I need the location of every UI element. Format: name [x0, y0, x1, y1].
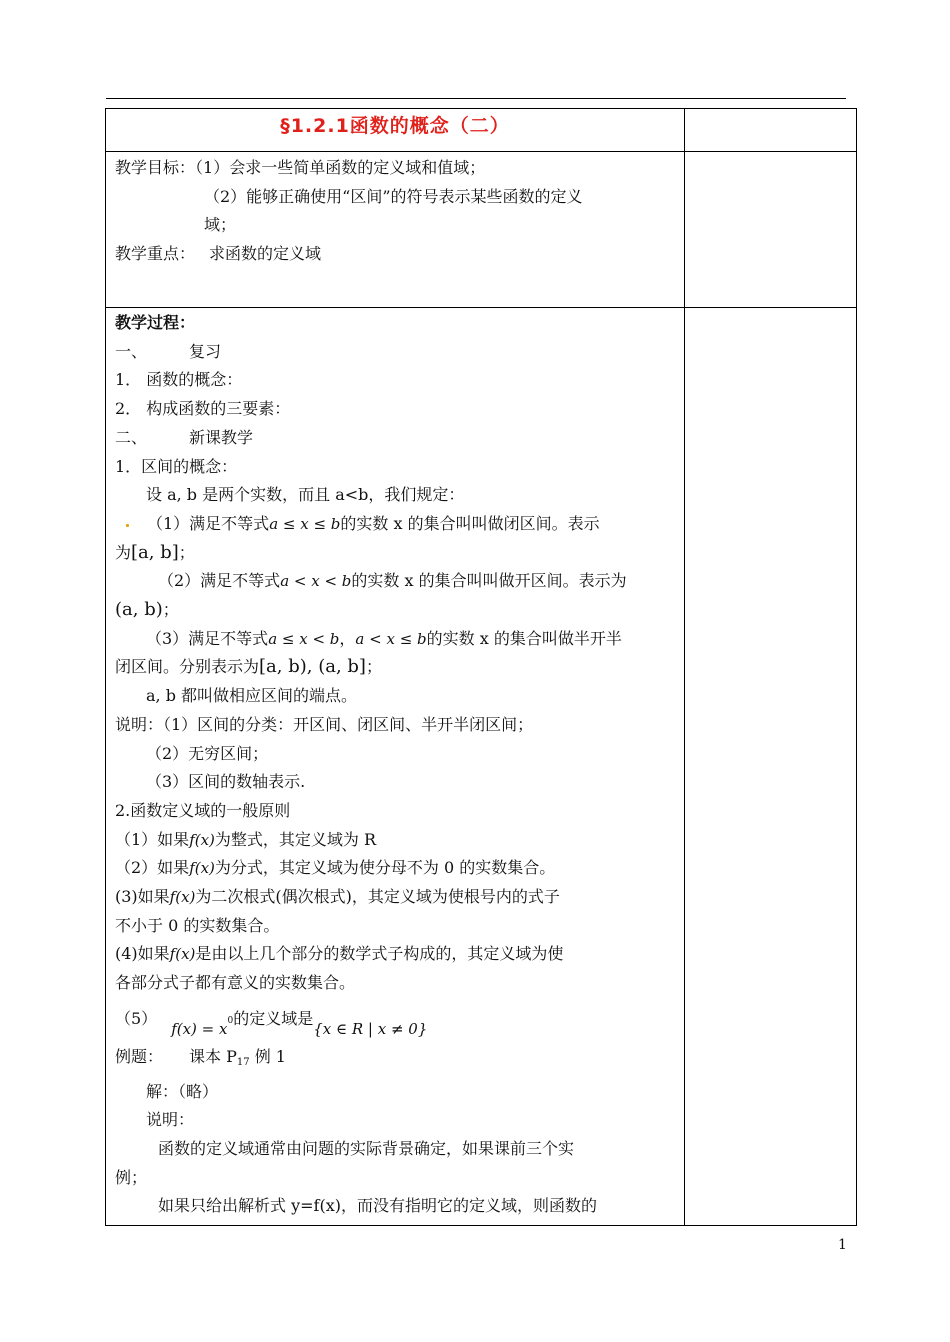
note-line-1: 说明：（1）区间的分类：开区间、闭区间、半开半闭区间；	[115, 714, 534, 734]
lesson-plan-table	[105, 108, 857, 1226]
process-cell	[106, 308, 685, 1226]
principle-4: (4)如果f(x)是由以上几个部分的数学式子构成的，其定义域为使	[115, 944, 564, 964]
interval-heading: 1．区间的概念：	[115, 456, 238, 476]
explanation-line-1: 函数的定义域通常由问题的实际背景确定，如果课前三个实	[158, 1138, 575, 1158]
marker-dot-icon	[126, 524, 129, 527]
explanation-line-2: 如果只给出解析式 y=f(x)，而没有指明它的定义域，则函数的	[158, 1196, 597, 1216]
solution-line: 解：（略）	[146, 1081, 219, 1101]
interval-intro: 设 a, b 是两个实数，而且 a<b，我们规定：	[146, 485, 465, 505]
process-heading: 教学过程：	[115, 313, 196, 332]
page-number: 1	[838, 1237, 847, 1253]
note-line-3: （3）区间的数轴表示.	[146, 772, 306, 792]
page-title: §1.2.1函数的概念（二）	[280, 115, 510, 137]
open-interval-notation: (a, b)；	[115, 599, 179, 621]
goals-label: 教学目标：	[115, 158, 196, 177]
section-new: 二、 新课教学	[115, 427, 254, 447]
open-interval-line: （2）满足不等式a < x < b的实数 x 的集合叫叫做开区间。表示为	[158, 571, 627, 591]
goal-line-2: （2）能够正确使用“区间”的符号表示某些函数的定义	[204, 186, 583, 206]
explanation-label: 说明：	[146, 1110, 195, 1130]
principle-1: （1）如果f(x)为整式，其定义域为 R	[115, 829, 377, 849]
header-rule	[106, 98, 846, 99]
goal-line-3: 域；	[204, 215, 237, 235]
note-line-2: （2）无穷区间；	[146, 743, 269, 763]
review-item-1: 1． 函数的概念：	[115, 370, 243, 390]
example-line: 例题： 课本 $P_{17}$ 例 1	[115, 1046, 286, 1068]
closed-interval-notation: 为[a, b]；	[115, 541, 195, 563]
explanation-line-1-cont: 例；	[115, 1167, 148, 1187]
endpoints-line: a, b 都叫做相应区间的端点。	[146, 686, 358, 706]
review-item-2: 2． 构成函数的三要素：	[115, 399, 291, 419]
half-open-interval-notation: 闭区间。分别表示为[a, b), (a, b]；	[115, 656, 382, 678]
section-review: 一、 复习	[115, 341, 222, 361]
focus-line: 教学重点： 求函数的定义域	[115, 244, 322, 264]
focus-label: 教学重点：	[115, 244, 196, 264]
notes-cell-1	[685, 109, 857, 152]
goals-cell	[106, 152, 685, 308]
principle-3-cont: 不小于 0 的实数集合。	[115, 915, 280, 935]
notes-cell-3	[685, 308, 857, 1226]
half-open-interval-line: （3）满足不等式a ≤ x < b，a < x ≤ b的实数 x 的集合叫做半开半	[146, 628, 622, 648]
goal-line-1: 教学目标：（1）会求一些简单函数的定义域和值域；	[115, 158, 486, 177]
notes-cell-2	[685, 152, 857, 308]
domain-principles-heading: 2.函数定义域的一般原则	[115, 800, 291, 820]
principle-2: （2）如果f(x)为分式，其定义域为使分母不为 0 的实数集合。	[115, 858, 556, 878]
title-cell	[106, 109, 685, 152]
principle-4-cont: 各部分式子都有意义的实数集合。	[115, 973, 356, 993]
principle-3: (3)如果f(x)为二次根式(偶次根式)，其定义域为使根号内的式子	[115, 887, 560, 907]
principle-5: $(5)f(x) = x^0$的定义域是{x ∈ R | x ≠ 0}	[115, 1008, 428, 1038]
example-label: 例题：	[115, 1046, 164, 1066]
closed-interval-line: （1）满足不等式a ≤ x ≤ b的实数 x 的集合叫叫做闭区间。表示	[106, 510, 684, 539]
